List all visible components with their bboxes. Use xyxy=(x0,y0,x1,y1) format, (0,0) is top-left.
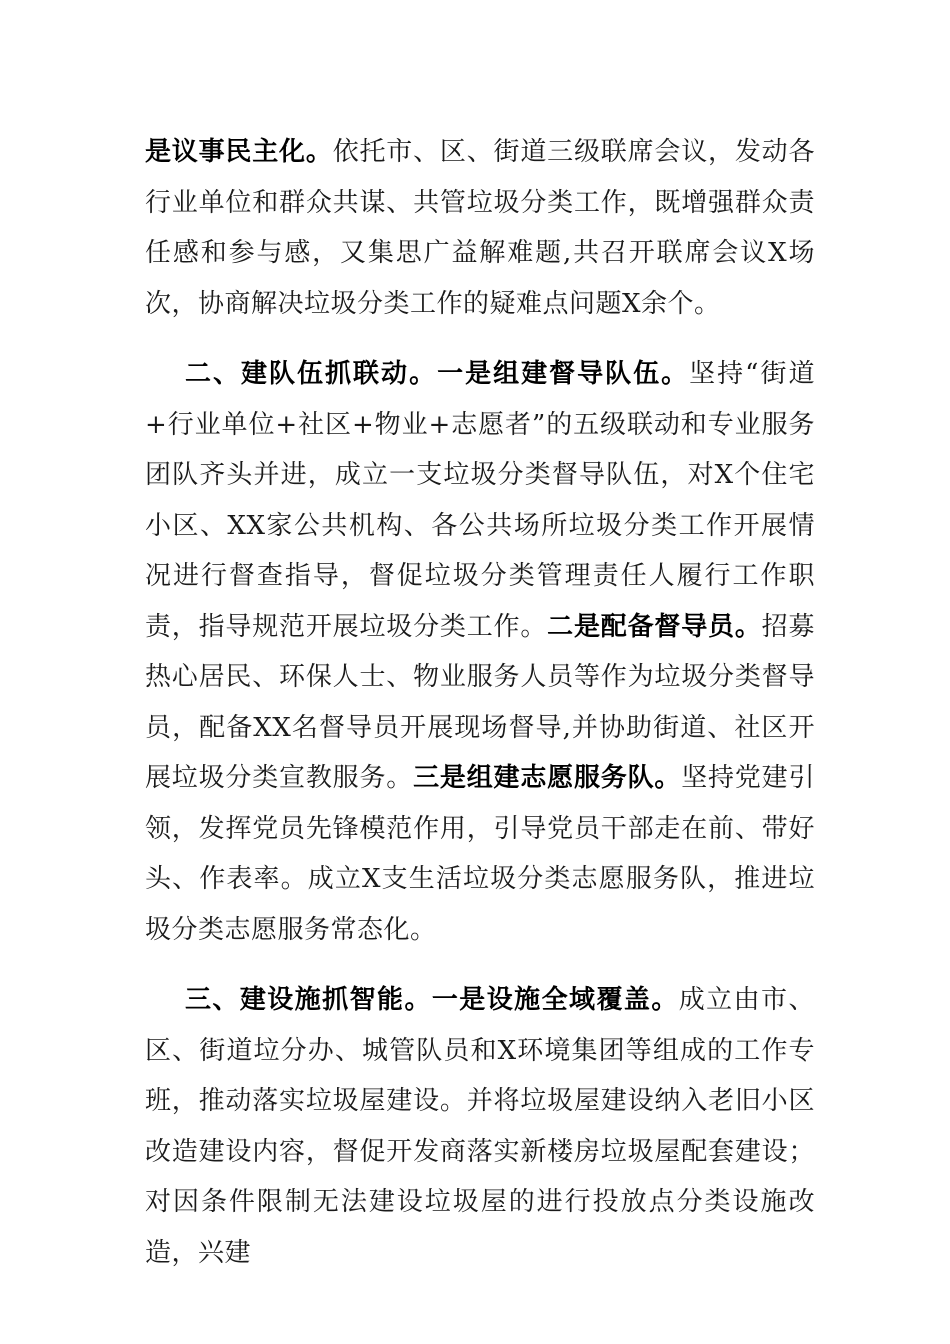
body-text-run: 依托市、区、街道三级联席会议，发动各行业单位和群众共谋、共管垃圾分类工作，既增强群众责任感和参与感，又集思广益解难题,共召开联席会议X场次，协商解决垃圾分类工作的疑难点问题X余个。 xyxy=(145,137,815,319)
body-text-run: 成立由市、区、街道垃分办、城管队员和X环境集团等组成的工作专班，推动落实垃圾屋建设。并将垃圾屋建设纳入老旧小区改造建设内容，督促开发商落实新楼房垃圾屋配套建设；对因条件限制无法建设垃圾屋的进行投放点分类设施改造，兴建 xyxy=(145,985,815,1268)
section-heading: 三、建设施抓智能。 xyxy=(185,985,432,1015)
subheading-run: 一是组建督导队伍。 xyxy=(437,359,690,389)
subheading-run: 二是配备督导员。 xyxy=(547,611,762,642)
section-heading: 二、建队伍抓联动。 xyxy=(185,359,438,389)
subheading-run: 一是设施全域覆盖。 xyxy=(431,985,679,1015)
heading-run: 是议事民主化。 xyxy=(145,137,333,167)
body-text-run: 坚持“街道+行业单位+社区+物业+志愿者”的五级联动和专业服务团队齐头并进，成立一支垃圾分类督导队伍，对X个住宅小区、XX家公共机构、各公共场所垃圾分类工作开展情况进行督查指导，督促垃圾分类管理责任人履行工作职责，指导规范开展垃圾分类工作。 xyxy=(145,359,815,642)
body-text-run: 坚持党建引领，发挥党员先锋模范作用，引导党员干部走在前、带好头、作表率。成立X支生活垃圾分类志愿服务队，推进垃圾分类志愿服务常态化。 xyxy=(145,763,815,945)
paragraph-1 xyxy=(145,127,815,329)
paragraph-3 xyxy=(145,975,815,1278)
body-text-run: 招募热心居民、环保人士、物业服务人员等作为垃圾分类督导员，配备XX名督导员开展现场督导,并协助街道、社区开展垃圾分类宣教服务。 xyxy=(145,611,815,793)
subheading-run: 三是组建志愿服务队。 xyxy=(413,763,682,793)
document-page xyxy=(145,127,815,1278)
paragraph-2 xyxy=(145,349,815,955)
